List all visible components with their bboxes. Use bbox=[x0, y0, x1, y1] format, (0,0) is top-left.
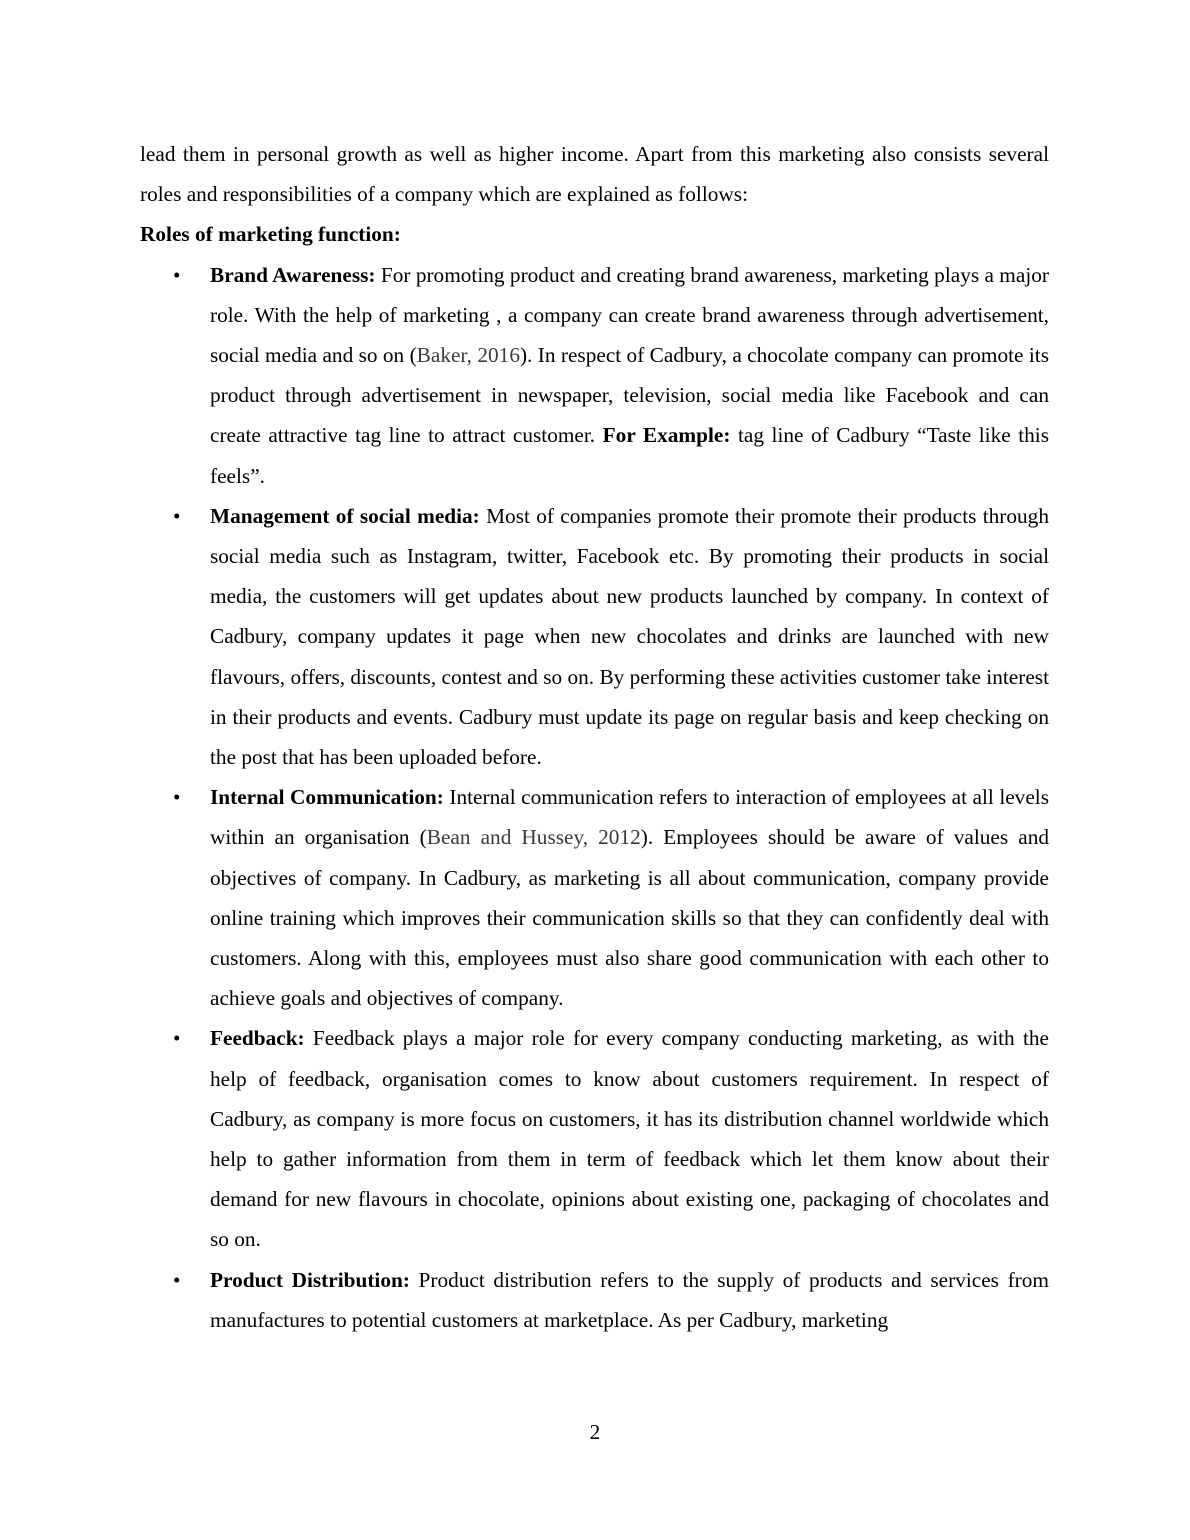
item-text: tag line of Cadbury “Taste like this feels”. bbox=[210, 423, 1049, 488]
section-heading: Roles of marketing function: bbox=[140, 222, 401, 247]
list-item-brand-awareness bbox=[140, 255, 1049, 496]
item-term: Product Distribution: bbox=[210, 1267, 410, 1292]
item-text: Product distribution refers to the supply of products and services from manufactures to potential customers at marketplace. As per Cadbury, marketing bbox=[210, 1267, 1049, 1332]
item-text: Most of companies promote their promote their products through social media such as Instagram, twitter, Facebook etc. By promoting their products in social media, the customers will get updates about new products launched by company. In context of Cadbury, company updates it page when new chocolates and drinks are launched with new flavours, offers, discounts, contest and so on. By performing these activities customer take interest in their products and events. Cadbury must update its page on regular basis and keep checking on the post that has been uploaded before. bbox=[210, 503, 1049, 770]
page-content bbox=[140, 134, 1049, 1340]
item-term: Feedback: bbox=[210, 1026, 305, 1051]
item-text: Feedback plays a major role for every company conducting marketing, as with the help of feedback, organisation comes to know about customers requirement. In respect of Cadbury, as company is more focus on customers, it has its distribution channel worldwide which help to gather information from them in term of feedback which let them know about their demand for new flavours in chocolate, opinions about existing one, packaging of chocolates and so on. bbox=[210, 1026, 1049, 1252]
item-term: Management of social media: bbox=[210, 503, 480, 528]
bullet-icon: • bbox=[173, 503, 181, 528]
item-text: ). Employees should be aware of values and objectives of company. In Cadbury, as marketing is all about communication, company provide online training which improves their communication skills so that they can confidently deal with customers. Along with this, employees must also share good communication with each other to achieve goals and objectives of company. bbox=[210, 825, 1049, 1011]
item-text: ). In respect of Cadbury, a chocolate company can promote its product through advertisement in newspaper, television, social media like Facebook and can create attractive tag line to attract customer. bbox=[210, 343, 1049, 448]
item-term: Internal Communication: bbox=[210, 785, 444, 810]
item-term: Brand Awareness: bbox=[210, 262, 376, 287]
citation: Bean and Hussey, 2012 bbox=[426, 825, 641, 850]
example-label: For Example: bbox=[602, 423, 731, 448]
list-item-product-distribution bbox=[140, 1260, 1049, 1340]
roles-list bbox=[140, 255, 1049, 1340]
list-item-feedback bbox=[140, 1018, 1049, 1259]
page-number: 2 bbox=[589, 1420, 601, 1444]
list-item-internal-communication bbox=[140, 777, 1049, 1018]
item-text: For promoting product and creating brand awareness, marketing plays a major role. With the help of marketing , a company can create brand awareness through advertisement, social media and so on ( bbox=[210, 262, 1049, 368]
citation: Baker, 2016 bbox=[416, 343, 520, 368]
bullet-icon: • bbox=[173, 262, 181, 287]
intro-paragraph: lead them in personal growth as well as higher income. Apart from this marketing also consists several roles and responsibilities of a company which are explained as follows: bbox=[140, 142, 1049, 207]
list-item-social-media bbox=[140, 496, 1049, 777]
bullet-icon: • bbox=[173, 1267, 181, 1292]
item-text: Internal communication refers to interaction of employees at all levels within an organisation ( bbox=[210, 785, 1049, 850]
bullet-icon: • bbox=[173, 1026, 181, 1051]
bullet-icon: • bbox=[173, 785, 181, 810]
